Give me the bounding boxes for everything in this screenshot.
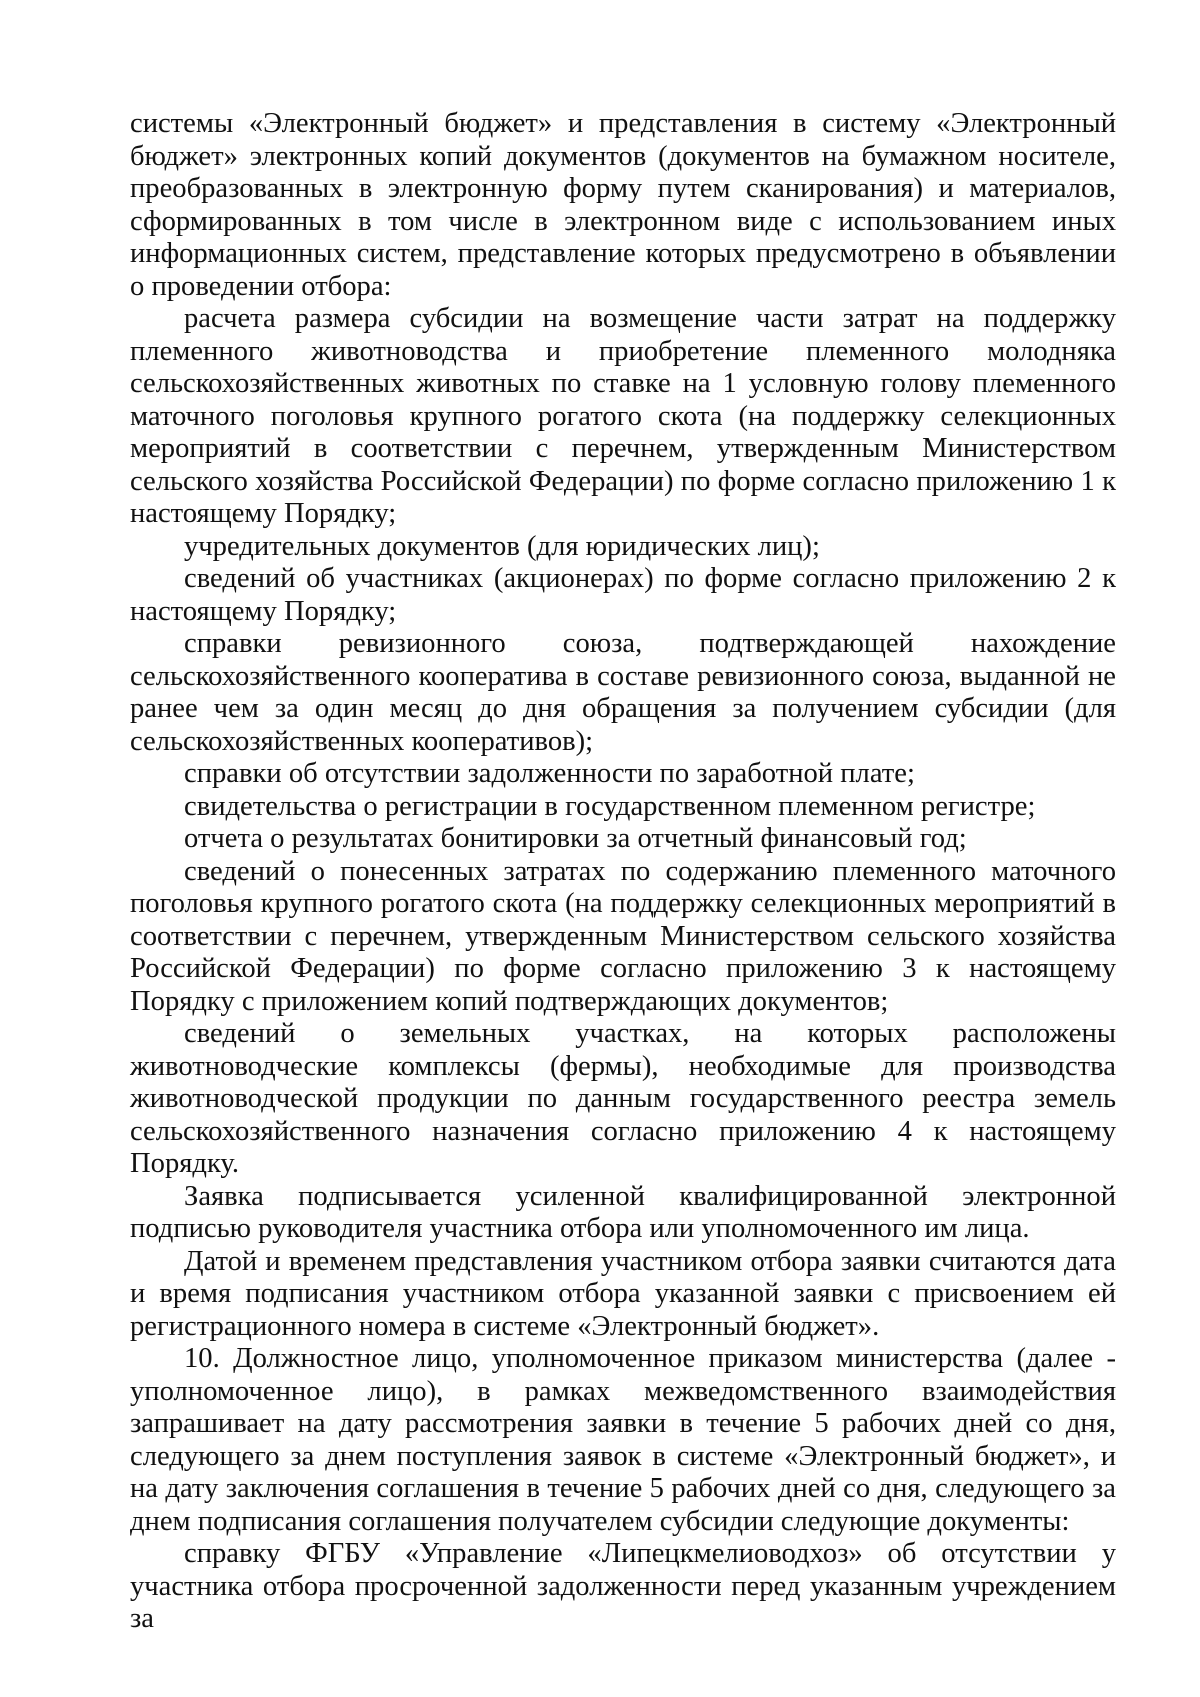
paragraph-land-plots: сведений о земельных участках, на которых расположены животноводческие комплексы (фермы), необходимые для производства животноводческой продукции по данным государственного реестра земель сельскохозяйственного назначения согласно приложению 4 к настоящему Порядку. [130, 1018, 1116, 1179]
paragraph-fgbu-certificate: справку ФГБУ «Управление «Липецкмелиоводхоз» об отсутствии у участника отбора просроченной задолженности перед указанным учреждением за [130, 1538, 1116, 1634]
paragraph-signature-requirement: Заявка подписывается усиленной квалифицированной электронной подписью руководителя участника отбора или уполномоченного им лица. [130, 1180, 1116, 1244]
document-page [130, 108, 1116, 1636]
paragraph-electronic-budget-submission: системы «Электронный бюджет» и представления в систему «Электронный бюджет» электронных копий документов (документов на бумажном носителе, преобразованных в электронную форму путем сканирования) и материалов, сформированных в том числе в электронном виде с использованием иных информационных систем, представление которых предусмотрено в объявлении о проведении отбора: [130, 108, 1116, 302]
paragraph-no-wage-debt: справки об отсутствии задолженности по заработной плате; [184, 758, 915, 789]
paragraph-founding-documents: учредительных документов (для юридических лиц); [184, 530, 820, 562]
paragraph-submission-date: Датой и временем представления участником отбора заявки считаются дата и время подписания участником отбора указанной заявки с присвоением ей регистрационного номера в системе «Электронный бюджет». [130, 1245, 1116, 1342]
paragraph-participants-info: сведений об участниках (акционерах) по форме согласно приложению 2 к настоящему Порядку; [130, 563, 1116, 627]
paragraph-section-10: 10. Должностное лицо, уполномоченное приказом министерства (далее - уполномоченное лицо), в рамках межведомственного взаимодействия запрашивает на дату рассмотрения заявки в течение 5 рабочих дней со дня, следующего за днем поступления заявок в системе «Электронный бюджет», и на дату заключения соглашения в течение 5 рабочих дней со дня, следующего за днем подписания соглашения получателем субсидии следующие документы: [130, 1343, 1116, 1537]
paragraph-subsidy-calculation: расчета размера субсидии на возмещение части затрат на поддержку племенного животноводства и приобретение племенного молодняка сельскохозяйственных животных по ставке на 1 условную голову племенного маточного поголовья крупного рогатого скота (на поддержку селекционных мероприятий в соответствии с перечнем, утвержденным Министерством сельского хозяйства Российской Федерации) по форме согласно приложению 1 к настоящему Порядку; [130, 303, 1116, 529]
paragraph-maintenance-costs: сведений о понесенных затратах по содержанию племенного маточного поголовья крупного рогатого скота (на поддержку селекционных мероприятий в соответствии с перечнем, утвержденным Министерством сельского хозяйства Российской Федерации) по форме согласно приложению 3 к настоящему Порядку с приложением копий подтверждающих документов; [130, 855, 1116, 1017]
paragraph-breeding-register: свидетельства о регистрации в государственном племенном регистре; [184, 790, 1036, 822]
paragraph-audit-union-certificate: справки ревизионного союза, подтверждающей нахождение сельскохозяйственного кооператива в составе ревизионного союза, выданной не ранее чем за один месяц до дня обращения за получением субсидии (для сельскохозяйственных кооперативов); [130, 628, 1116, 757]
paragraph-appraisal-report: отчета о результатах бонитировки за отчетный финансовый год; [184, 823, 967, 854]
